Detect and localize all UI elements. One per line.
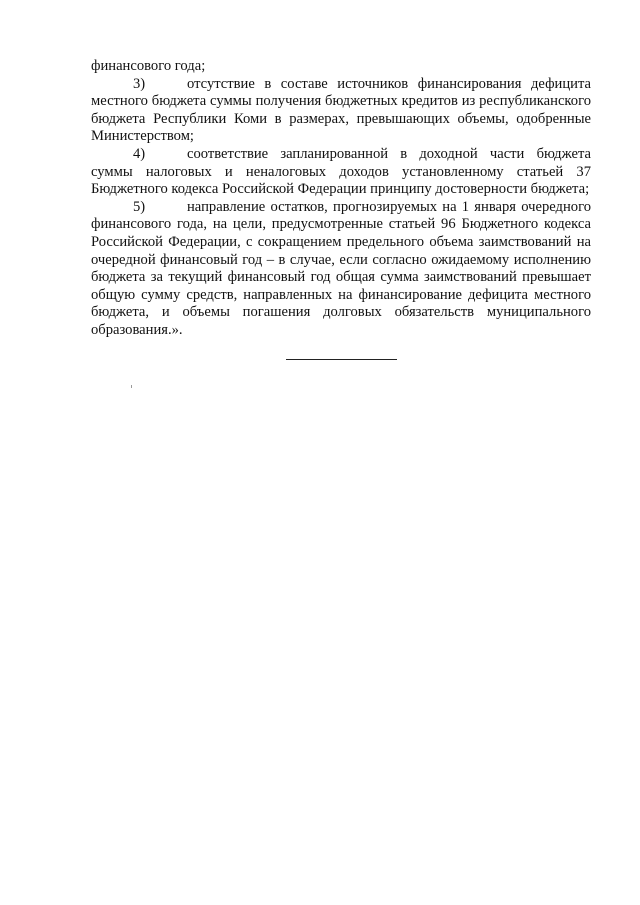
list-item-5 xyxy=(91,199,591,340)
closing-divider xyxy=(286,359,397,360)
document-body xyxy=(91,58,591,340)
list-item-number: 3) xyxy=(133,75,146,92)
scan-speck xyxy=(131,385,132,388)
list-item-number: 5) xyxy=(133,198,146,215)
list-item-number: 4) xyxy=(133,145,146,162)
list-item-text: направление остатков, прогнозируемых на 1 января очередного финансового года, на цели, предусмотренные статьей 96 Бюджетного кодекса Российской Федерации, с сокращением предельного объема заимствований на очередной финансовый год – в случае, если согласно ожидаемому исполнению бюджета за текущий финансовый год общая сумма заимствований превышает общую сумму средств, направленных на финансирование дефицита местного бюджета, и объемы погашения долговых обязательств муниципального образования.». xyxy=(91,198,591,338)
list-item-4 xyxy=(91,146,591,199)
list-item-text: соответствие запланированной в доходной части бюджета суммы налоговых и неналоговых доходов установленному статьей 37 Бюджетного кодекса Российской Федерации принципу достоверности бюджета; xyxy=(91,145,591,198)
list-item-text: отсутствие в составе источников финансирования дефицита местного бюджета суммы получения бюджетных кредитов из республиканского бюджета Республики Коми в размерах, превышающих объемы, одобренные Министерством; xyxy=(91,75,591,145)
continuation-text: финансового года; xyxy=(91,58,206,74)
list-item-3 xyxy=(91,76,591,146)
